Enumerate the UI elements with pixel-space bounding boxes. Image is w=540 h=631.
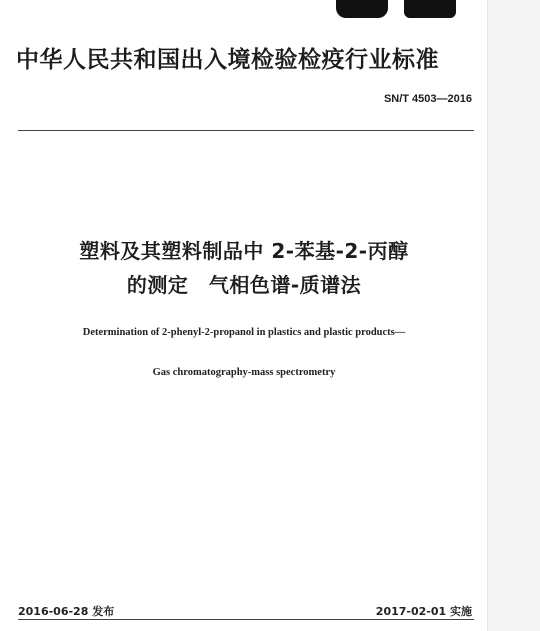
page-edge	[487, 0, 540, 631]
implementation-date: 2017-02-01 实施	[375, 605, 472, 618]
english-title-line-2: Gas chromatography-mass spectrometry	[152, 367, 336, 378]
sn-logo	[336, 0, 456, 18]
bottom-divider	[18, 619, 474, 620]
top-divider	[18, 130, 474, 131]
organization-title: 中华人民共和国出入境检验检疫行业标准	[16, 47, 439, 73]
sn-logo-left-shape	[336, 0, 388, 18]
standard-code: SN/T 4503—2016	[383, 93, 472, 105]
chinese-title-line-1: 塑料及其塑料制品中 2-苯基-2-丙醇	[79, 239, 409, 263]
sn-logo-right-shape	[404, 0, 456, 18]
chinese-title-line-2: 的测定 气相色谱-质谱法	[126, 273, 362, 297]
document-title-block	[35, 234, 453, 382]
issue-date: 2016-06-28 发布	[18, 605, 115, 618]
english-title-line-1: Determination of 2-phenyl-2-propanol in plastics and plastic products—	[82, 327, 406, 338]
